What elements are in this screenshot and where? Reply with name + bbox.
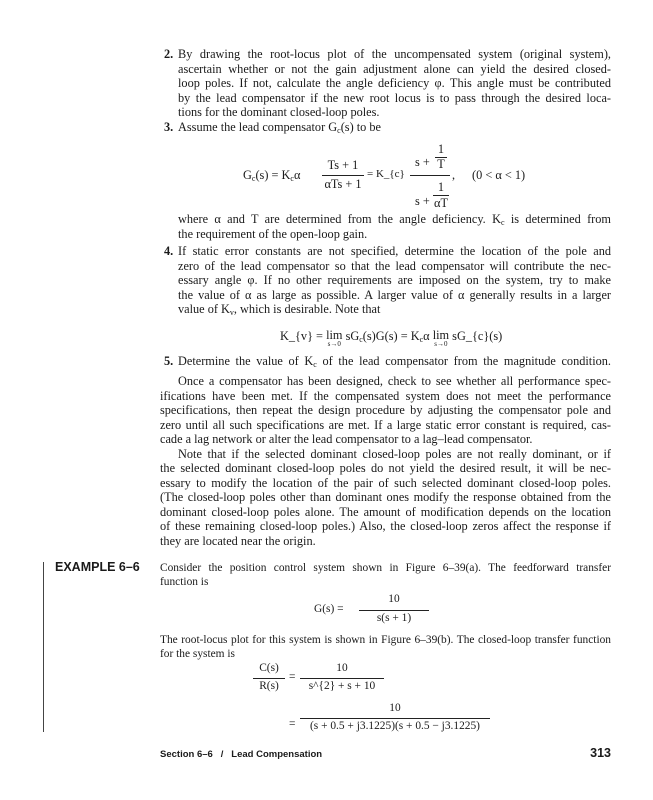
paragraph-line: the selected dominant closed-loop poles do not yield the desired result, it will be nec- <box>160 461 611 475</box>
step-number: 2. <box>164 47 174 61</box>
example-line: function is <box>160 576 209 588</box>
paragraph-line: Note that if the selected dominant closed-loop poles are not really dominant, or if <box>178 446 611 461</box>
margin-rule <box>43 562 44 732</box>
eq-cr-lhs-num: C(s) <box>259 662 279 674</box>
eq-cr-num: 10 <box>336 662 348 674</box>
eq-g-num: 10 <box>388 593 400 605</box>
step-3-line: Assume the lead compensator $G_c(s)$ to be <box>178 120 381 135</box>
eq-gc-den-one: 1 <box>437 180 445 194</box>
step-4-line: zero of the lead compensator so that the lead compensator will contribute the nec- <box>178 258 611 273</box>
velocity-constant-equation <box>280 329 502 348</box>
example-label: EXAMPLE 6–6 <box>55 560 140 574</box>
step-2-line: by the lead compensator if the new root locus is to pass through the desired loca- <box>178 90 611 105</box>
eq-gc-frac1-den: αTs + 1 <box>324 177 362 191</box>
fraction-bar <box>359 610 429 611</box>
step-number: 5. <box>164 354 174 368</box>
fraction-bar <box>410 175 450 176</box>
eq-cr-equals-2: = <box>289 718 296 730</box>
eq-gc-num-T: T <box>437 157 445 171</box>
footer-section: Section 6–6 / Lead Compensation <box>160 749 323 760</box>
eq-cr-num-2: 10 <box>389 702 401 714</box>
subscript: v <box>229 308 234 317</box>
step-4-line: If static error constants are not specified, determine the location of the pole and <box>178 244 611 258</box>
paragraph-line: specifications, then repeat the design procedure by adjusting the compensator pole and <box>160 403 611 417</box>
lim-subscript: s→0 <box>327 340 341 348</box>
fraction-bar <box>253 678 285 679</box>
eq-g-den: s(s + 1) <box>376 612 412 624</box>
eq-gc-comma: , <box>452 168 456 182</box>
step-4-line: the value of α as large as possible. A larger value of α generally results in a larger <box>178 287 611 302</box>
eq-kv-lim <box>433 329 449 348</box>
eq-gc-mid: = K_{c} <box>367 168 405 180</box>
paragraph-line: of these remaining closed-loop poles.) Also, the closed-loop zeros affect the response if <box>160 519 611 533</box>
eq-cr-den: s^{2} + s + 10 <box>308 680 376 692</box>
eq-cr-den-2: (s + 0.5 + j3.1225)(s + 0.5 − j3.1225) <box>310 720 480 732</box>
paragraph-line: cade a lag network or alter the lead compensator to a lag–lead compensator. <box>160 432 533 446</box>
paragraph-line: essary to modify the location of the pair of such selected dominant closed-loop poles. <box>160 475 611 490</box>
paragraph-line: zero until all such specifications are met. If a large static error constant is required, cas- <box>160 417 611 432</box>
step-2-line: tions for the dominant closed-loop poles. <box>178 105 380 119</box>
lim-text: lim <box>326 328 343 342</box>
example-line: The root-locus plot for this system is shown in Figure 6–39(b). The closed-loop transfer function <box>160 634 611 646</box>
step-5-line: Determine the value of $K_c$ of the lead compensator from the magnitude condition. <box>178 354 611 369</box>
subscript: c <box>313 360 317 369</box>
paragraph-line: Once a compensator has been designed, check to see whether all performance spec- <box>178 374 611 388</box>
eq-kv-lhs: K_{v} = <box>280 329 323 343</box>
subscript: c <box>359 335 363 344</box>
eq-kv-lim <box>326 329 342 348</box>
eq-gc-num-one: 1 <box>437 142 445 156</box>
paragraph-line: (The closed-loop poles other than dominant ones modify the response obtained from the <box>160 490 611 504</box>
fraction-bar <box>300 678 384 679</box>
eq-gc-num-s: s + <box>415 155 430 169</box>
paragraph-line: ifications have been met. If the compensated system does not meet the performance <box>160 388 611 403</box>
eq-kv-mid: $sG_c(s)G(s) = K_c\alpha$ <box>345 329 430 344</box>
eq-cr-equals: = <box>289 671 296 683</box>
paragraph-line: they are located near the origin. <box>160 533 316 548</box>
where-line: the requirement of the open-loop gain. <box>178 226 368 241</box>
example-line: Consider the position control system shown in Figure 6–39(a). The feedforward transfer <box>160 562 611 574</box>
eq-gc-den-aT: αT <box>434 196 448 210</box>
step-4-line: essary angle φ. If no other requirements are imposed on the system, try to make <box>178 273 611 287</box>
lim-text: lim <box>432 328 450 342</box>
step-2-line: loop poles. If not, calculate the angle deficiency φ. This angle must be contributed <box>178 76 611 90</box>
where-line: where α and T are determined from the angle deficiency. $K_c$ is determined from <box>178 212 611 227</box>
eq-g-lhs: G(s) = <box>314 603 344 615</box>
step-number: 4. <box>164 244 174 258</box>
paragraph-line: dominant closed-loop poles alone. The amount of modification depends on the location <box>160 504 611 519</box>
eq-gc-frac1-num: Ts + 1 <box>327 158 359 172</box>
eq-kv-rhs: sG_{c}(s) <box>452 329 503 343</box>
page-number: 313 <box>590 746 611 760</box>
eq-gc-den-s: s + <box>415 194 430 208</box>
fraction-bar <box>300 718 490 719</box>
subscript: c <box>251 174 256 183</box>
eq-cr-lhs-den: R(s) <box>259 680 279 692</box>
eq-gc-condition: (0 < α < 1) <box>472 168 526 182</box>
subscript: c <box>419 335 424 344</box>
lim-subscript: s→0 <box>434 340 448 348</box>
step-2-line: By drawing the root-locus plot of the uncompensated system (original system), <box>178 47 611 61</box>
fraction-bar <box>322 175 364 176</box>
example-line: for the system is <box>160 648 235 660</box>
subscript: c <box>500 218 505 227</box>
step-number: 3. <box>164 120 174 134</box>
eq-gc-lhs: $G_c(s) = K_c\alpha$ <box>243 168 301 183</box>
step-4-line: value of $K_v$, which is desirable. Note that <box>178 302 381 317</box>
subscript: c <box>290 174 294 183</box>
subscript: c <box>337 126 341 135</box>
step-2-line: ascertain whether or not the gain adjustment alone can yield the desired closed- <box>178 61 611 76</box>
